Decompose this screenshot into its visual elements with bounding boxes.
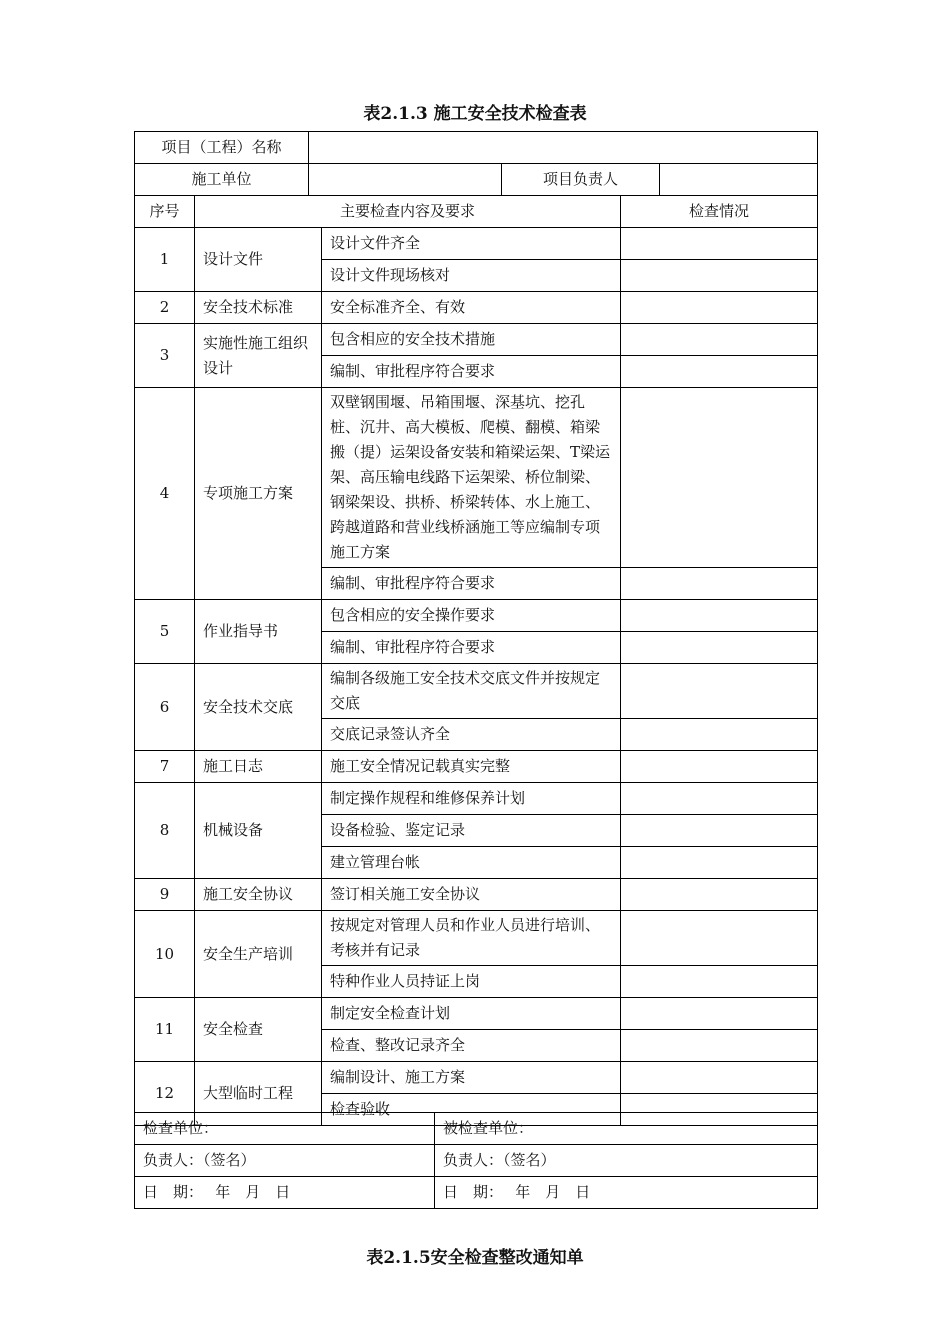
item-requirement: 设计文件现场核对: [322, 260, 621, 292]
item-name: 安全技术标准: [195, 292, 322, 324]
inspection-status-cell[interactable]: [621, 568, 818, 600]
item-requirement: 按规定对管理人员和作业人员进行培训、考核并有记录: [322, 911, 621, 966]
col-header-seq: 序号: [135, 196, 195, 228]
item-number: 5: [135, 600, 195, 664]
item-name: 安全检查: [195, 998, 322, 1062]
item-name: 大型临时工程: [195, 1062, 322, 1126]
inspection-status-cell[interactable]: [621, 1030, 818, 1062]
item-requirement: 制定安全检查计划: [322, 998, 621, 1030]
table-row: [135, 751, 818, 783]
header-table: [134, 131, 818, 196]
inspection-status-cell[interactable]: [621, 356, 818, 388]
inspected-unit-label: 被检查单位：: [435, 1113, 818, 1145]
item-requirement: 交底记录签认齐全: [322, 719, 621, 751]
construction-unit-label: 施工单位: [135, 164, 309, 196]
item-number: 7: [135, 751, 195, 783]
inspection-status-cell[interactable]: [621, 292, 818, 324]
inspection-status-cell[interactable]: [621, 719, 818, 751]
inspection-status-cell[interactable]: [621, 1062, 818, 1094]
col-header-status: 检查情况: [621, 196, 818, 228]
item-requirement: 制定操作规程和维修保养计划: [322, 783, 621, 815]
item-name: 作业指导书: [195, 600, 322, 664]
item-requirement: 安全标准齐全、有效: [322, 292, 621, 324]
table-row: [135, 911, 818, 966]
item-requirement: 设计文件齐全: [322, 228, 621, 260]
page-title: 表2.1.3 施工安全技术检查表: [363, 104, 587, 124]
table-row: [135, 228, 818, 260]
inspection-status-cell[interactable]: [621, 783, 818, 815]
item-requirement: 设备检验、鉴定记录: [322, 815, 621, 847]
inspecting-unit-label: 检查单位：: [135, 1113, 435, 1145]
inspection-status-cell[interactable]: [621, 815, 818, 847]
item-number: 11: [135, 998, 195, 1062]
item-number: 6: [135, 664, 195, 751]
item-requirement: 包含相应的安全技术措施: [322, 324, 621, 356]
item-requirement: 签订相关施工安全协议: [322, 879, 621, 911]
item-name: 施工安全协议: [195, 879, 322, 911]
table-row: [135, 600, 818, 632]
table-row: [135, 998, 818, 1030]
inspecting-date-label: 日 期： 年 月 日: [135, 1177, 435, 1209]
table-row: [135, 1062, 818, 1094]
table-row: [135, 292, 818, 324]
item-number: 8: [135, 783, 195, 879]
next-table-title: 表2.1.5安全检查整改通知单: [366, 1248, 584, 1268]
inspection-status-cell[interactable]: [621, 388, 818, 568]
inspecting-person-label: 负责人：（签名）: [135, 1145, 435, 1177]
item-name: 设计文件: [195, 228, 322, 292]
item-number: 3: [135, 324, 195, 388]
inspected-person-label: 负责人：（签名）: [435, 1145, 818, 1177]
item-number: 2: [135, 292, 195, 324]
project-manager-field[interactable]: [660, 164, 818, 196]
item-requirement: 建立管理台帐: [322, 847, 621, 879]
item-requirement: 检查验收: [322, 1094, 621, 1126]
inspection-table: [134, 195, 818, 1126]
item-requirement: 检查、整改记录齐全: [322, 1030, 621, 1062]
item-name: 安全技术交底: [195, 664, 322, 751]
item-requirement: 编制设计、施工方案: [322, 1062, 621, 1094]
inspection-table-body: [135, 228, 818, 1126]
inspection-status-cell[interactable]: [621, 879, 818, 911]
project-name-label: 项目（工程）名称: [135, 132, 309, 164]
item-requirement: 编制、审批程序符合要求: [322, 568, 621, 600]
inspection-status-cell[interactable]: [621, 751, 818, 783]
item-number: 12: [135, 1062, 195, 1126]
table-row: [135, 324, 818, 356]
item-requirement: 编制、审批程序符合要求: [322, 356, 621, 388]
item-name: 机械设备: [195, 783, 322, 879]
signature-table: [134, 1112, 818, 1209]
inspection-status-cell[interactable]: [621, 600, 818, 632]
item-requirement: 施工安全情况记载真实完整: [322, 751, 621, 783]
item-number: 10: [135, 911, 195, 998]
item-requirement: 编制各级施工安全技术交底文件并按规定交底: [322, 664, 621, 719]
inspection-status-cell[interactable]: [621, 847, 818, 879]
inspection-status-cell[interactable]: [621, 324, 818, 356]
item-name: 实施性施工组织设计: [195, 324, 322, 388]
item-number: 1: [135, 228, 195, 292]
item-requirement: 特种作业人员持证上岗: [322, 966, 621, 998]
table-row: [135, 879, 818, 911]
table-row: [135, 664, 818, 719]
table-row: [135, 783, 818, 815]
construction-unit-field[interactable]: [309, 164, 502, 196]
inspection-status-cell[interactable]: [621, 260, 818, 292]
inspection-status-cell[interactable]: [621, 966, 818, 998]
item-name: 施工日志: [195, 751, 322, 783]
inspection-status-cell[interactable]: [621, 998, 818, 1030]
project-name-field[interactable]: [309, 132, 818, 164]
item-requirement: 包含相应的安全操作要求: [322, 600, 621, 632]
inspected-date-label: 日 期： 年 月 日: [435, 1177, 818, 1209]
item-number: 9: [135, 879, 195, 911]
inspection-status-cell[interactable]: [621, 228, 818, 260]
col-header-content: 主要检查内容及要求: [195, 196, 621, 228]
table-row: [135, 388, 818, 568]
item-name: 专项施工方案: [195, 388, 322, 600]
inspection-status-cell[interactable]: [621, 664, 818, 719]
project-manager-label: 项目负责人: [502, 164, 660, 196]
item-requirement: 双壁钢围堰、吊箱围堰、深基坑、挖孔桩、沉井、高大模板、爬模、翻模、箱梁搬（提）运架设备安装和箱梁运架、T梁运架、高压输电线路下运架梁、桥位制梁、钢梁架设、拱桥、桥梁转体、水上施工、跨越道路和营业线桥涵施工等应编制专项施工方案: [322, 388, 621, 568]
inspection-status-cell[interactable]: [621, 911, 818, 966]
inspection-status-cell[interactable]: [621, 632, 818, 664]
item-name: 安全生产培训: [195, 911, 322, 998]
item-requirement: 编制、审批程序符合要求: [322, 632, 621, 664]
item-number: 4: [135, 388, 195, 600]
